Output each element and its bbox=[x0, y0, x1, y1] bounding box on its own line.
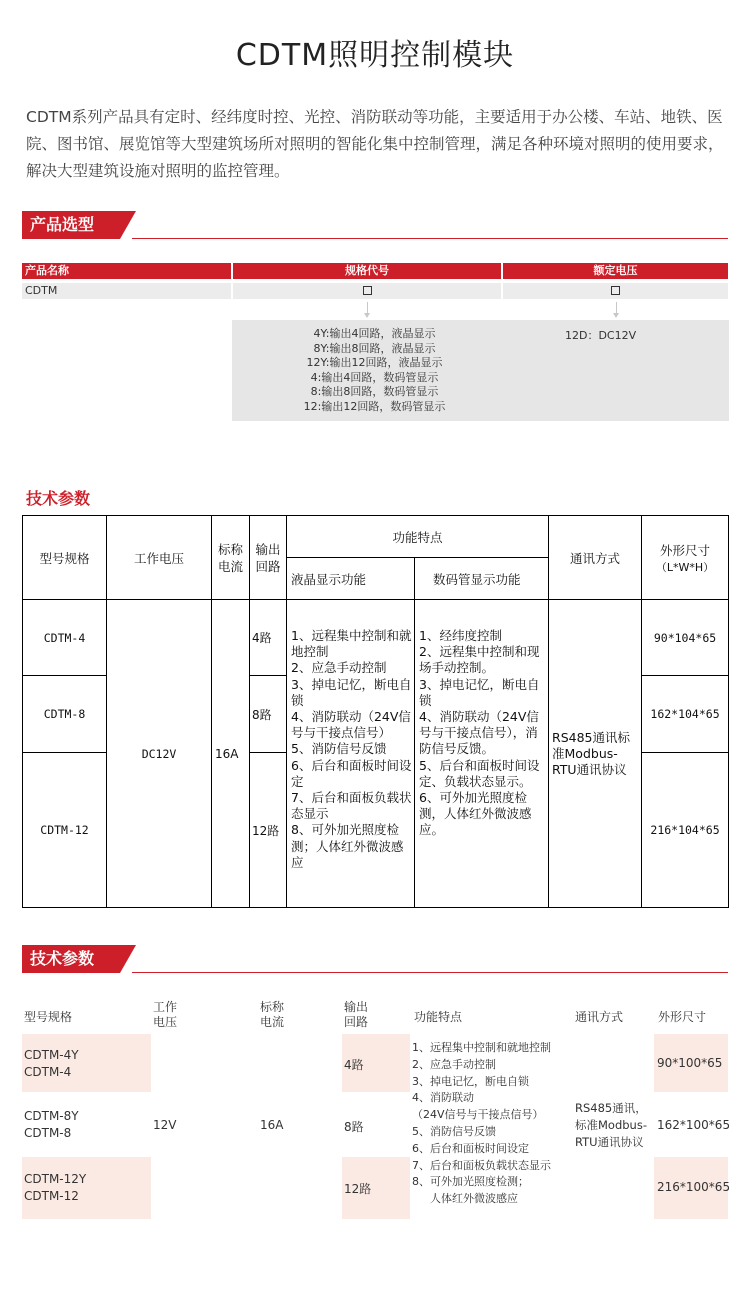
th-circuits: 输出回路 bbox=[250, 516, 287, 600]
t2-circuits-cell: 8路 bbox=[344, 1120, 364, 1134]
th-size bbox=[642, 516, 729, 600]
sel-header-voltage: 额定电压 bbox=[503, 263, 728, 279]
section-title: 产品选型 bbox=[22, 211, 120, 239]
feature-item: 4、消防联动（24V信号与干接点信号） bbox=[291, 709, 411, 741]
t2-header-voltage: 工作电压 bbox=[153, 1000, 178, 1029]
t2-size-cell: 90*100*65 bbox=[657, 1056, 723, 1070]
circuits-cell: 8路 bbox=[250, 676, 287, 753]
feature-item: 7、后台和面板负载状态显示 bbox=[412, 1158, 551, 1172]
arrow-down-icon bbox=[613, 313, 619, 318]
section-banner-tech-params bbox=[22, 945, 728, 973]
spec-option: 12Y:输出12回路，液晶显示 bbox=[306, 356, 443, 369]
model-name: CDTM-4 bbox=[24, 1065, 72, 1079]
t2-header-model: 型号规格 bbox=[24, 1010, 73, 1024]
t2-model-cell bbox=[24, 1108, 79, 1142]
t2-header-current: 标称电流 bbox=[260, 1000, 285, 1029]
feature-item: 1、远程集中控制和就地控制 bbox=[291, 628, 412, 660]
th-features: 功能特点 bbox=[287, 516, 549, 558]
th-size-label: 外形尺寸 bbox=[660, 542, 711, 558]
voltage-checkbox-icon bbox=[611, 286, 620, 295]
th-model: 型号规格 bbox=[23, 516, 107, 600]
feature-item: 4、消防联动（24V信号与干接点信号），消防信号反馈。 bbox=[419, 709, 539, 757]
feature-item: 1、远程集中控制和就地控制 bbox=[412, 1041, 551, 1054]
comm-line: RS485通讯， bbox=[575, 1101, 647, 1115]
sel-header-name: 产品名称 bbox=[22, 263, 231, 279]
feature-item: 8、可外加光照度检测；人体红外微波感应 bbox=[291, 822, 404, 870]
t2-comm-cell bbox=[575, 1100, 647, 1151]
t2-header-circuits: 输出回路 bbox=[344, 1000, 369, 1029]
feature-item: 2、应急手动控制 bbox=[291, 660, 387, 676]
spec-option: 4Y:输出4回路，液晶显示 bbox=[313, 327, 436, 340]
feature-item: 2、应急手动控制 bbox=[412, 1057, 496, 1071]
led-feature-list bbox=[415, 600, 549, 908]
th-current: 标称电流 bbox=[212, 516, 250, 600]
tech-table-1 bbox=[22, 515, 729, 908]
feature-item: 6、后台和面板时间设定 bbox=[291, 757, 412, 789]
feature-item: 6、可外加光照度检测，人体红外微波感应。 bbox=[419, 790, 532, 838]
section-banner-selection bbox=[22, 211, 728, 239]
t2-current-cell: 16A bbox=[260, 1118, 284, 1132]
model-name: CDTM-8 bbox=[24, 1126, 72, 1140]
th-voltage: 工作电压 bbox=[107, 516, 212, 600]
sel-header-spec: 规格代号 bbox=[233, 263, 501, 279]
feature-item: 5、消防信号反馈 bbox=[412, 1124, 496, 1138]
model-name: CDTM-12Y bbox=[24, 1172, 87, 1186]
spec-option-list bbox=[232, 327, 517, 414]
spec-option: 8Y:输出8回路，液晶显示 bbox=[313, 341, 436, 355]
selection-options-panel bbox=[232, 320, 729, 421]
page-title: CDTM照明控制模块 bbox=[235, 38, 515, 73]
lcd-feature-list bbox=[287, 600, 415, 908]
t2-header-size: 外形尺寸 bbox=[658, 1010, 707, 1024]
arrow-down-icon bbox=[364, 313, 370, 318]
th-size-unit: （L*W*H） bbox=[655, 560, 715, 574]
size-cell: 162*104*65 bbox=[642, 676, 729, 753]
spec-option: 12:输出12回路，数码管显示 bbox=[303, 399, 446, 413]
t2-circuits-cell: 12路 bbox=[344, 1182, 372, 1196]
feature-item: 7、后台和面板负载状态显示 bbox=[291, 790, 412, 822]
t2-header-comm: 通讯方式 bbox=[575, 1010, 624, 1024]
feature-item: 2、远程集中控制和现场手动控制。 bbox=[419, 644, 540, 676]
model-name: CDTM-4Y bbox=[24, 1048, 79, 1062]
size-cell: 216*104*65 bbox=[642, 753, 729, 908]
feature-item: 5、消防信号反馈 bbox=[291, 741, 387, 757]
tech-table-2 bbox=[22, 996, 731, 1219]
feature-item: 8、可外加光照度检测； bbox=[412, 1175, 529, 1189]
t2-size-cell: 216*100*65 bbox=[657, 1180, 731, 1194]
feature-item: 4、消防联动 bbox=[412, 1091, 474, 1105]
t2-circuits-cell: 4路 bbox=[344, 1058, 364, 1072]
t2-voltage-cell: 12V bbox=[153, 1118, 177, 1132]
feature-item: 3、掉电记忆，断电自锁 bbox=[412, 1074, 529, 1088]
sel-spec-cell bbox=[233, 283, 501, 299]
feature-item: 人体红外微波感应 bbox=[430, 1192, 518, 1206]
voltage-cell: DC12V bbox=[107, 600, 212, 908]
comm-cell: RS485通讯标准Modbus-RTU通讯协议 bbox=[549, 600, 642, 908]
table-row-model: CDTM-4 bbox=[23, 600, 107, 676]
th-comm: 通讯方式 bbox=[549, 516, 642, 600]
table-row-model: CDTM-12 bbox=[23, 753, 107, 908]
t2-size-cell: 162*100*65 bbox=[657, 1118, 731, 1132]
current-cell: 16A bbox=[212, 600, 250, 908]
size-cell: 90*104*65 bbox=[642, 600, 729, 676]
section-title-tech-params: 技术参数 bbox=[26, 489, 91, 508]
table-row-model: CDTM-8 bbox=[23, 676, 107, 753]
intro-paragraph: CDTM系列产品具有定时、经纬度时控、光控、消防联动等功能，主要适用于办公楼、车站、地铁、医院、图书馆、展览馆等大型建筑场所对照明的智能化集中控制管理，满足各种环境对照明的使用要求，解决大型建筑设施对照明的监控管理。 bbox=[26, 108, 724, 180]
voltage-option: 12D：DC12V bbox=[565, 329, 637, 342]
circuits-cell: 12路 bbox=[250, 753, 287, 908]
feature-item: 6、后台和面板时间设定 bbox=[412, 1141, 529, 1155]
feature-item: （24V信号与干接点信号） bbox=[412, 1108, 544, 1122]
t2-header-features: 功能特点 bbox=[414, 1010, 463, 1024]
model-name: CDTM-12 bbox=[24, 1189, 79, 1203]
comm-line: RTU通讯协议 bbox=[575, 1135, 644, 1149]
spec-option: 4:输出4回路，数码管显示 bbox=[310, 370, 439, 384]
feature-item: 5、后台和面板时间设定、负载状态显示。 bbox=[419, 757, 540, 789]
sel-product-name: CDTM bbox=[22, 283, 231, 299]
model-name: CDTM-8Y bbox=[24, 1109, 79, 1123]
sel-voltage-cell bbox=[503, 283, 728, 299]
section-title: 技术参数 bbox=[22, 945, 120, 973]
feature-item: 3、掉电记忆，断电自锁 bbox=[419, 676, 540, 708]
circuits-cell: 4路 bbox=[250, 600, 287, 676]
th-led: 数码管显示功能 bbox=[415, 558, 549, 600]
feature-item: 3、掉电记忆，断电自锁 bbox=[291, 676, 412, 708]
th-lcd: 液晶显示功能 bbox=[287, 558, 415, 600]
spec-option: 8:输出8回路，数码管显示 bbox=[310, 385, 439, 398]
comm-line: 标准Modbus- bbox=[575, 1118, 647, 1132]
t2-model-cell bbox=[24, 1047, 79, 1081]
t2-feature-list bbox=[412, 1040, 551, 1208]
spec-checkbox-icon bbox=[363, 286, 372, 295]
t2-model-cell bbox=[24, 1171, 86, 1205]
feature-item: 1、经纬度控制 bbox=[419, 628, 502, 643]
